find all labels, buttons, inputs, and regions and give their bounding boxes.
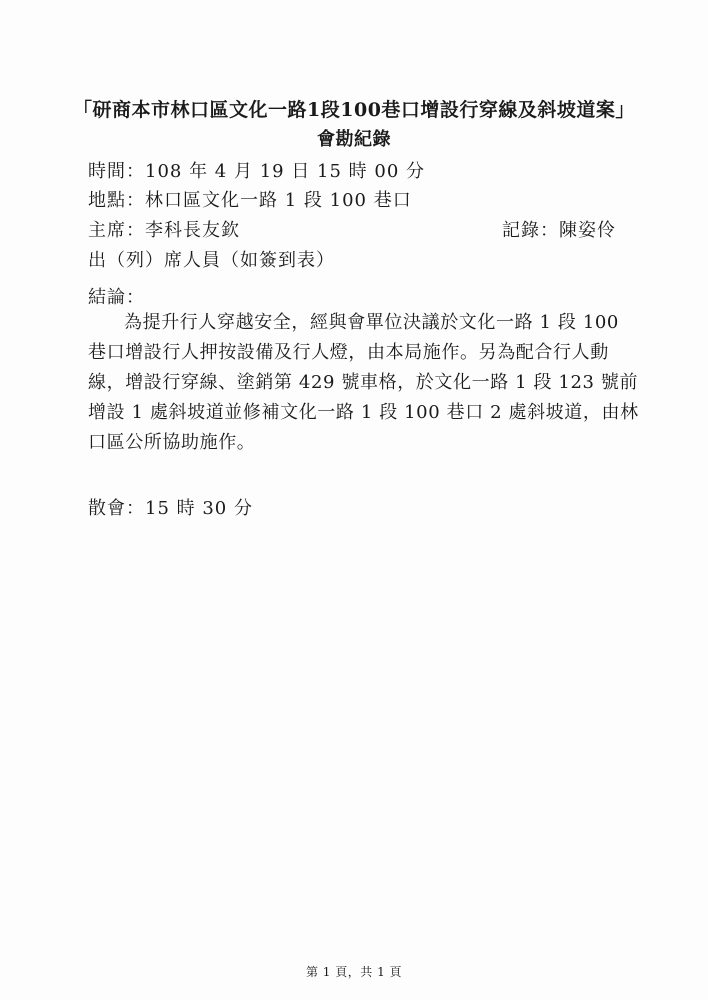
meeting-chair: 主席：李科長友欽 [88,220,240,241]
meeting-place: 地點：林口區文化一路 1 段 100 巷口 [88,190,412,211]
meeting-recorder: 記錄：陳姿伶 [502,220,616,241]
document-title: 「研商本市林口區文化一路1段100巷口增設行穿線及斜坡道案」 [73,99,635,121]
conclusion-body [88,308,639,458]
conclusion-line: 口區公所協助施作。 [88,432,256,453]
document-subtitle: 會勘紀錄 [317,129,391,150]
page-number-footer: 第 1 頁，共 1 頁 [305,965,403,979]
meeting-adjourn: 散會：15 時 30 分 [88,498,253,519]
meeting-time: 時間：108 年 4 月 19 日 15 時 00 分 [88,161,426,182]
conclusion-line: 增設 1 處斜坡道並修補文化一路 1 段 100 巷口 2 處斜坡道，由林 [88,402,639,423]
conclusion-label: 結論： [88,287,145,308]
meeting-attendees: 出（列）席人員（如簽到表） [88,250,335,271]
conclusion-line: 為提升行人穿越安全，經與會單位決議於文化一路 1 段 100 [124,312,619,333]
conclusion-line: 巷口增設行人押按設備及行人燈，由本局施作。另為配合行人動 [88,342,609,363]
conclusion-line: 線，增設行穿線、塗銷第 429 號車格，於文化一路 1 段 123 號前 [88,372,639,393]
